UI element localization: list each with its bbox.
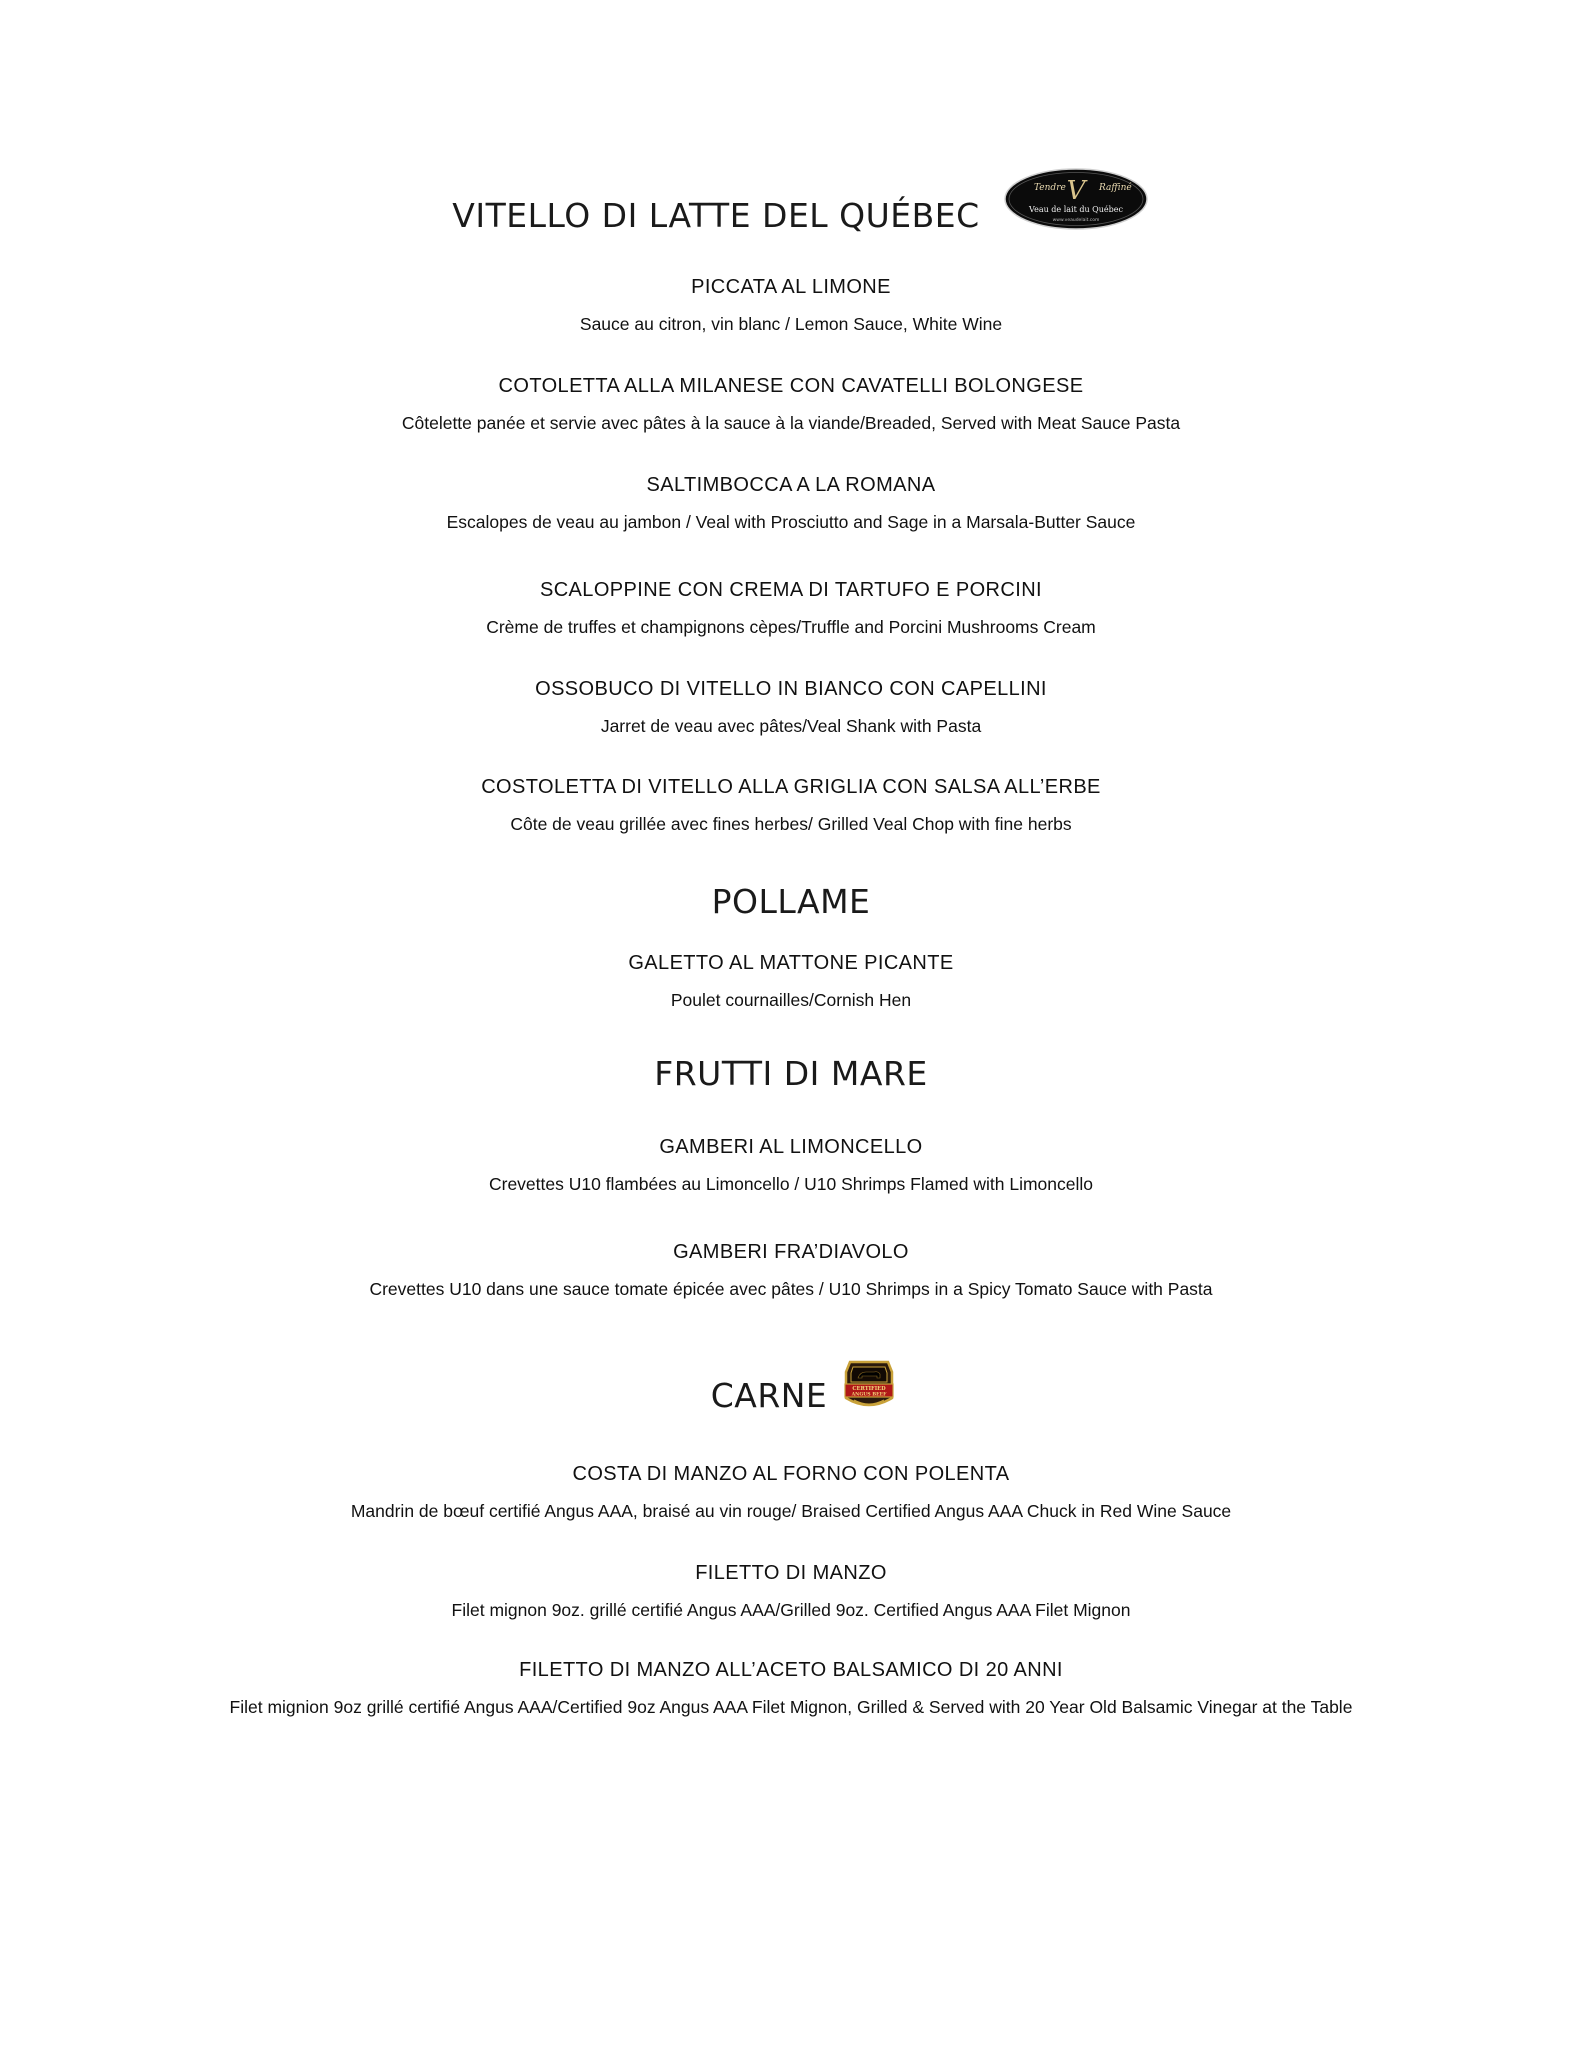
dish-name: FILETTO DI MANZO ALL’ACETO BALSAMICO DI 20 ANNI — [519, 1659, 1063, 1681]
dish-description: Filet mignion 9oz grillé certifié Angus AAA/Certified 9oz Angus AAA Filet Mignon, Grilled & Served with 20 Year Old Balsamic Vinegar at the Table — [229, 1697, 1353, 1717]
dish-name: COSTOLETTA DI VITELLO ALLA GRIGLIA CON SALSA ALL’ERBE — [481, 776, 1101, 798]
dish-item — [0, 1658, 1582, 1718]
dish-item — [0, 677, 1582, 737]
section-title-pollame: POLLAME — [711, 882, 871, 921]
dish-name: SALTIMBOCCA A LA ROMANA — [646, 474, 936, 496]
dish-item — [0, 1240, 1582, 1300]
dish-name: FILETTO DI MANZO — [695, 1562, 887, 1584]
dish-description: Escalopes de veau au jambon / Veal with Prosciutto and Sage in a Marsala-Butter Sauce — [446, 512, 1136, 532]
svg-text:Veau de lait du Québec: Veau de lait du Québec — [1029, 205, 1123, 214]
dish-item — [0, 1135, 1582, 1195]
dish-name: COTOLETTA ALLA MILANESE CON CAVATELLI BOLONGESE — [498, 375, 1084, 397]
section-title-vitello: VITELLO DI LATTE DEL QUÉBEC — [452, 196, 980, 235]
svg-text:V: V — [1066, 176, 1086, 206]
svg-text:Tendre: Tendre — [1034, 183, 1066, 193]
certified-angus-beef-badge — [842, 1358, 896, 1414]
dish-description: Jarret de veau avec pâtes/Veal Shank with Pasta — [600, 716, 982, 736]
dish-name: COSTA DI MANZO AL FORNO CON POLENTA — [572, 1463, 1010, 1485]
dish-item — [0, 374, 1582, 434]
dish-name: OSSOBUCO DI VITELLO IN BIANCO CON CAPELLINI — [535, 678, 1047, 700]
svg-text:Raffiné: Raffiné — [1099, 183, 1132, 193]
dish-item — [0, 1561, 1582, 1621]
dish-name: GAMBERI FRA’DIAVOLO — [673, 1241, 909, 1263]
dish-name: SCALOPPINE CON CREMA DI TARTUFO E PORCINI — [539, 579, 1043, 601]
dish-description: Crevettes U10 dans une sauce tomate épicée avec pâtes / U10 Shrimps in a Spicy Tomato Sauce with Pasta — [369, 1279, 1213, 1299]
dish-name: GALETTO AL MATTONE PICANTE — [628, 952, 954, 974]
dish-description: Sauce au citron, vin blanc / Lemon Sauce, White Wine — [579, 314, 1003, 334]
dish-item — [0, 951, 1582, 1011]
dish-item — [0, 578, 1582, 638]
section-title-frutti-di-mare: FRUTTI DI MARE — [654, 1054, 928, 1093]
dish-description: Crème de truffes et champignons cèpes/Truffle and Porcini Mushrooms Cream — [486, 617, 1096, 637]
dish-item — [0, 775, 1582, 835]
dish-item — [0, 1462, 1582, 1522]
veal-logo — [1004, 168, 1148, 230]
section-title-carne: CARNE — [710, 1376, 828, 1415]
dish-item — [0, 275, 1582, 335]
svg-text:CERTIFIED: CERTIFIED — [852, 1386, 886, 1392]
dish-description: Mandrin de bœuf certifié Angus AAA, braisé au vin rouge/ Braised Certified Angus AAA Chuck in Red Wine Sauce — [350, 1501, 1232, 1521]
dish-name: PICCATA AL LIMONE — [691, 276, 891, 298]
dish-item — [0, 473, 1582, 533]
svg-text:www.veaudelait.com: www.veaudelait.com — [1052, 218, 1100, 223]
svg-text:ANGUS BEEF: ANGUS BEEF — [851, 1392, 887, 1398]
dish-description: Poulet cournailles/Cornish Hen — [670, 990, 912, 1010]
dish-description: Côtelette panée et servie avec pâtes à la sauce à la viande/Breaded, Served with Meat Sauce Pasta — [401, 413, 1181, 433]
dish-description: Côte de veau grillée avec fines herbes/ Grilled Veal Chop with fine herbs — [510, 814, 1072, 834]
dish-name: GAMBERI AL LIMONCELLO — [659, 1136, 923, 1158]
dish-description: Crevettes U10 flambées au Limoncello / U10 Shrimps Flamed with Limoncello — [488, 1174, 1093, 1194]
dish-description: Filet mignon 9oz. grillé certifié Angus AAA/Grilled 9oz. Certified Angus AAA Filet Mignon — [451, 1600, 1131, 1620]
